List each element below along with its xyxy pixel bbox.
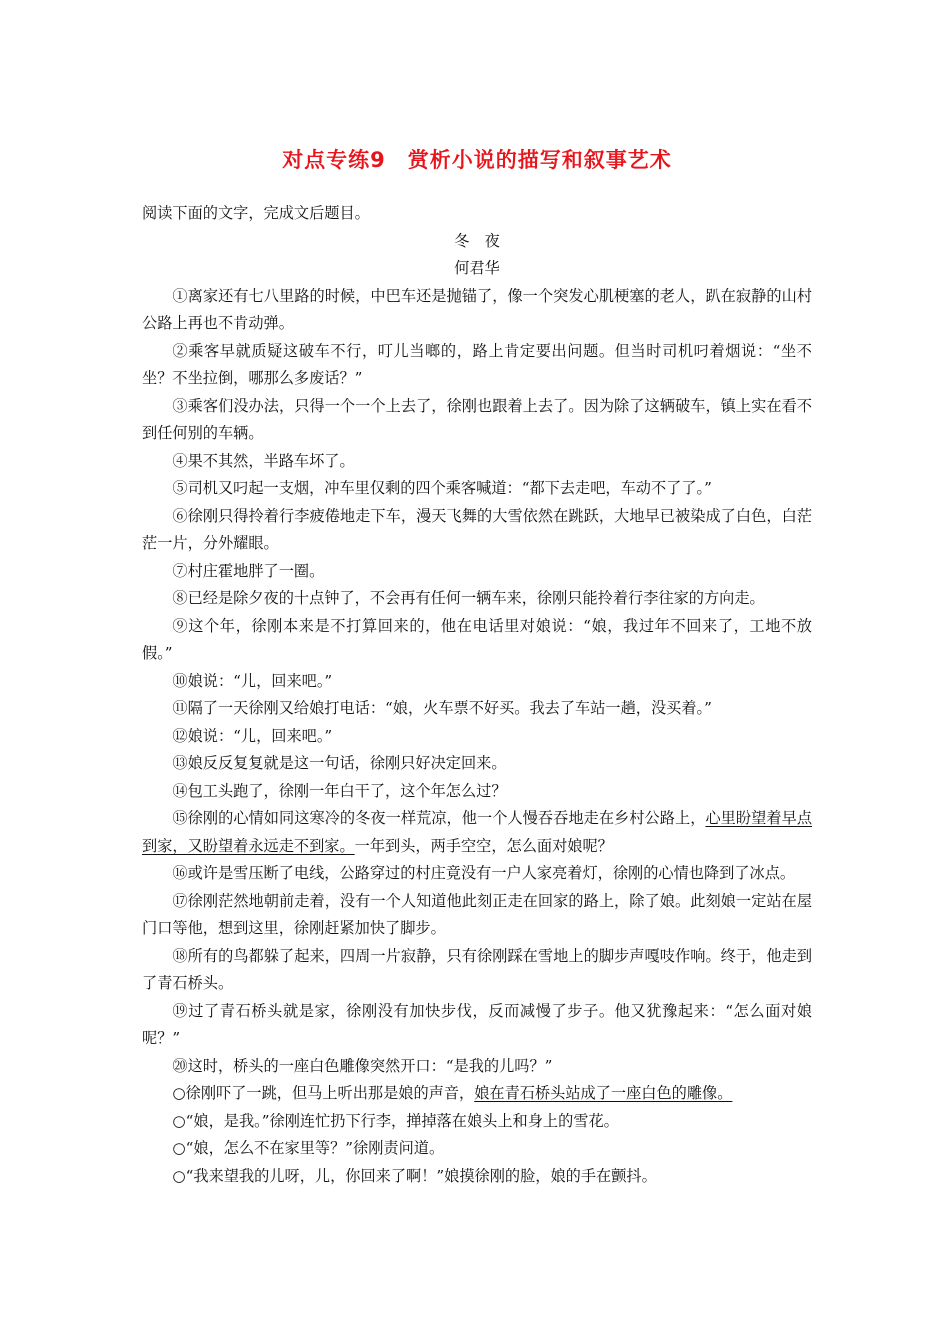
paragraph-number: ⑰ bbox=[172, 891, 188, 910]
paragraph bbox=[142, 860, 812, 888]
paragraph-number: ⑧ bbox=[172, 589, 188, 607]
paragraph-text: 这个年，徐刚本来是不打算回来的，他在电话里对娘说：“娘，我过年不回来了，工地不放假。” bbox=[142, 616, 812, 662]
paragraph-text: 村庄霍地胖了一圈。 bbox=[187, 561, 325, 580]
paragraph bbox=[142, 1135, 812, 1163]
paragraph bbox=[142, 558, 812, 586]
paragraph-number: ⑮ bbox=[172, 809, 188, 827]
paragraph bbox=[142, 1080, 812, 1108]
paragraph bbox=[142, 668, 812, 696]
underlined-sentence: 心里盼望着早点到家，又盼望着永远走不到家。 bbox=[142, 809, 813, 855]
paragraph-text: 司机又叼起一支烟，冲车里仅剩的四个乘客喊道：“都下去走吧，车动不了了。” bbox=[187, 479, 712, 497]
paragraph-text: 过了青石桥头就是家，徐刚没有加快步伐，反而减慢了步子。他又犹豫起来：“怎么面对娘呢？” bbox=[142, 1001, 812, 1047]
paragraph bbox=[142, 750, 812, 778]
paragraph bbox=[142, 503, 812, 558]
paragraph-number: ⑪ bbox=[172, 699, 188, 717]
paragraph bbox=[142, 695, 812, 723]
paragraph-text: 娘说：“儿，回来吧。” bbox=[187, 726, 333, 745]
story-title: 冬 夜 bbox=[454, 231, 500, 250]
paragraph-number: ⑳ bbox=[172, 1056, 188, 1075]
reading-passage bbox=[142, 200, 812, 1190]
instruction-text: 阅读下面的文字，完成文后题目。 bbox=[142, 204, 370, 222]
paragraph-text: 或许是雪压断了电线，公路穿过的村庄竟没有一户人家亮着灯，徐刚的心情也降到了冰点。 bbox=[187, 864, 796, 882]
paragraph bbox=[142, 805, 812, 860]
paragraph-text: 乘客早就质疑这破车不行，叮儿当啷的，路上肯定要出问题。但当时司机叼着烟说：“坐不坐？不坐拉倒，哪那么多废话？” bbox=[142, 341, 812, 387]
underlined-sentence: 娘在青石桥头站成了一座白色的雕像。 bbox=[474, 1084, 733, 1102]
paragraph-text: 果不其然，半路车坏了。 bbox=[187, 451, 355, 470]
paragraph bbox=[142, 778, 812, 806]
paragraph bbox=[142, 475, 812, 503]
paragraph-number: ⑩ bbox=[172, 671, 188, 690]
paragraph-number: ⑯ bbox=[172, 864, 188, 882]
paragraph-number: ⑥ bbox=[172, 506, 188, 525]
paragraph-number: ⑦ bbox=[172, 561, 188, 580]
paragraph-list bbox=[142, 283, 812, 1191]
paragraph bbox=[142, 1108, 812, 1136]
paragraph bbox=[142, 448, 812, 476]
paragraph-number: ⑤ bbox=[172, 479, 188, 497]
paragraph bbox=[142, 723, 812, 751]
paragraph-number: ① bbox=[172, 286, 188, 305]
paragraph bbox=[142, 393, 812, 448]
paragraph-number: ⑨ bbox=[172, 616, 189, 635]
paragraph bbox=[142, 943, 812, 998]
paragraph-text: 一年到头，两手空空，怎么面对娘呢？ bbox=[354, 836, 613, 855]
paragraph-text: 隔了一天徐刚又给娘打电话：“娘，火车票不好买。我去了车站一趟，没买着。” bbox=[187, 699, 712, 717]
paragraph-number: ④ bbox=[172, 451, 188, 470]
paragraph-number: ○ bbox=[172, 1166, 186, 1185]
paragraph-text: 所有的鸟都躲了起来，四周一片寂静，只有徐刚踩在雪地上的脚步声嘎吱作响。终于，他走到了青石桥头。 bbox=[142, 946, 813, 992]
paragraph-text: 离家还有七八里路的时候，中巴车还是抛锚了，像一个突发心肌梗塞的老人，趴在寂静的山村公路上再也不肯动弹。 bbox=[142, 286, 813, 332]
paragraph-text: 这时，桥头的一座白色雕像突然开口：“是我的儿吗？” bbox=[187, 1056, 553, 1075]
paragraph-text: “我来望我的儿呀，儿，你回来了啊！”娘摸徐刚的脸，娘的手在颤抖。 bbox=[185, 1166, 657, 1185]
story-author: 何君华 bbox=[454, 259, 500, 277]
paragraph-text: 乘客们没办法，只得一个一个上去了，徐刚也跟着上去了。因为除了这辆破车，镇上实在看不到任何别的车辆。 bbox=[142, 396, 813, 442]
paragraph-number: ⑭ bbox=[172, 781, 188, 800]
exercise-title: 对点专练9 赏析小说的描写和叙事艺术 bbox=[282, 148, 672, 172]
paragraph bbox=[142, 283, 812, 338]
paragraph bbox=[142, 998, 812, 1053]
paragraph-text: 徐刚只得拎着行李疲倦地走下车，漫天飞舞的大雪依然在跳跃，大地早已被染成了白色，白茫茫一片，分外耀眼。 bbox=[142, 506, 813, 552]
paragraph-text: 徐刚吓了一跳，但马上听出那是娘的声音， bbox=[185, 1084, 475, 1102]
paragraph-number: ③ bbox=[172, 396, 188, 415]
paragraph-number: ② bbox=[172, 341, 189, 360]
paragraph-text: “娘，怎么不在家里等？”徐刚责问道。 bbox=[185, 1139, 445, 1157]
paragraph-number: ⑫ bbox=[172, 726, 188, 745]
paragraph bbox=[142, 888, 812, 943]
paragraph-text: 徐刚茫然地朝前走着，没有一个人知道他此刻正走在回家的路上，除了娘。此刻娘一定站在屋门口等他，想到这里，徐刚赶紧加快了脚步。 bbox=[142, 891, 813, 937]
paragraph-text: 娘反反复复就是这一句话，徐刚只好决定回来。 bbox=[187, 754, 507, 772]
paragraph bbox=[142, 613, 812, 668]
paragraph-text: 徐刚的心情如同这寒冷的冬夜一样荒凉，他一个人慢吞吞地走在乡村公路上， bbox=[187, 809, 706, 827]
paragraph-text: 娘说：“儿，回来吧。” bbox=[187, 671, 333, 690]
paragraph-number: ⑱ bbox=[172, 946, 188, 965]
paragraph bbox=[142, 1053, 812, 1081]
paragraph-text: 包工头跑了，徐刚一年白干了，这个年怎么过？ bbox=[187, 781, 507, 800]
paragraph bbox=[142, 1163, 812, 1191]
paragraph-number: ○ bbox=[172, 1111, 186, 1130]
paragraph-text: “娘，是我。”徐刚连忙扔下行李，掸掉落在娘头上和身上的雪花。 bbox=[185, 1111, 619, 1130]
paragraph bbox=[142, 338, 812, 393]
paragraph-number: ○ bbox=[172, 1084, 186, 1102]
paragraph-text: 已经是除夕夜的十点钟了，不会再有任何一辆车来，徐刚只能拎着行李往家的方向走。 bbox=[187, 589, 765, 607]
paragraph-number: ⑬ bbox=[172, 754, 188, 772]
paragraph bbox=[142, 585, 812, 613]
paragraph-number: ⑲ bbox=[172, 1001, 189, 1020]
paragraph-number: ○ bbox=[172, 1139, 186, 1157]
